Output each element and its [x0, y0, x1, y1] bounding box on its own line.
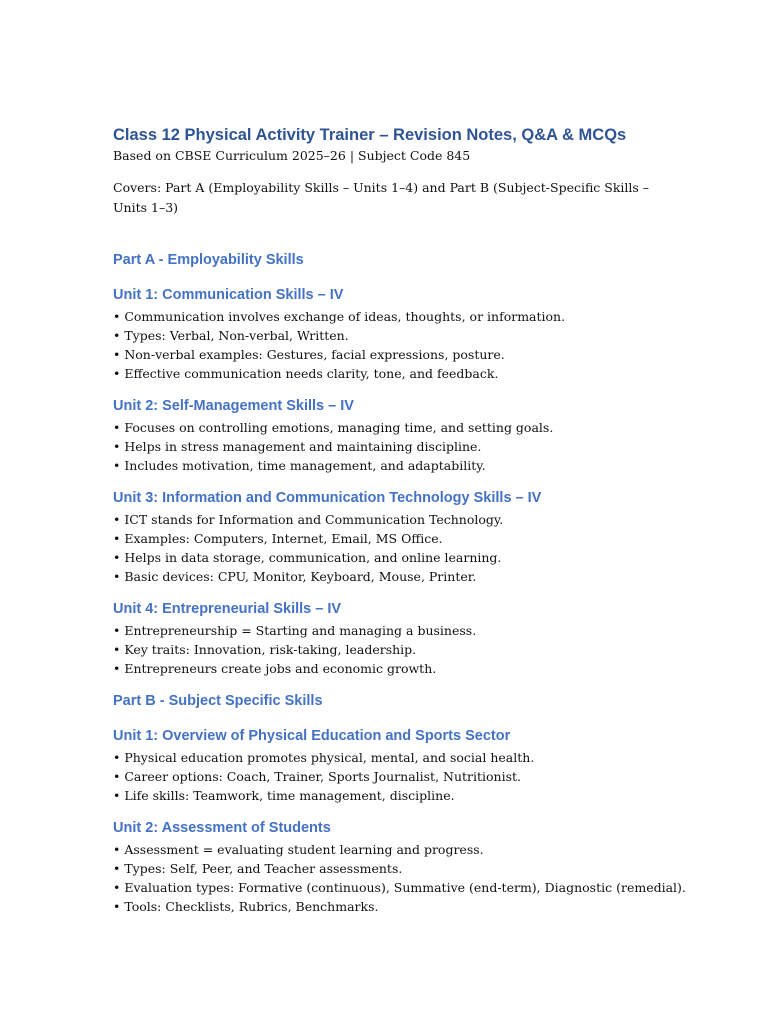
list-item: • Entrepreneurs create jobs and economic growth.: [113, 661, 437, 676]
list-item: • Communication involves exchange of ideas, thoughts, or information.: [113, 309, 566, 324]
unit-heading: Unit 1: Communication Skills – IV: [113, 287, 344, 303]
list-item: • Examples: Computers, Internet, Email, MS Office.: [113, 531, 443, 546]
list-item: • Assessment = evaluating student learning and progress.: [113, 842, 484, 857]
part-a-unit-3: [113, 488, 658, 586]
unit-heading: Unit 2: Assessment of Students: [113, 820, 331, 836]
part-b-heading: Part B - Subject Specific Skills: [113, 693, 323, 709]
part-a-unit-1: [113, 285, 658, 383]
part-b-unit-2: [113, 818, 686, 916]
list-item: • Basic devices: CPU, Monitor, Keyboard, Mouse, Printer.: [113, 569, 477, 584]
list-item: • Helps in stress management and maintaining discipline.: [113, 439, 482, 454]
list-item: • Life skills: Teamwork, time management, discipline.: [113, 788, 455, 803]
bullet-list: [113, 510, 658, 586]
part-a-heading: Part A - Employability Skills: [113, 252, 304, 268]
list-item: • Effective communication needs clarity, tone, and feedback.: [113, 366, 499, 381]
bullet-list: [113, 418, 658, 475]
list-item: • Tools: Checklists, Rubrics, Benchmarks.: [113, 899, 379, 914]
unit-heading: Unit 4: Entrepreneurial Skills – IV: [113, 601, 342, 617]
document-title: Class 12 Physical Activity Trainer – Revision Notes, Q&A & MCQs: [113, 126, 627, 144]
list-item: • ICT stands for Information and Communication Technology.: [113, 512, 504, 527]
covers-paragraph: Covers: Part A (Employability Skills – Units 1–4) and Part B (Subject-Specific Skills – Units 1–3): [113, 180, 650, 215]
unit-heading: Unit 3: Information and Communication Technology Skills – IV: [113, 490, 542, 506]
list-item: • Includes motivation, time management, and adaptability.: [113, 458, 486, 473]
document-page: [113, 124, 686, 916]
list-item: • Focuses on controlling emotions, managing time, and setting goals.: [113, 420, 554, 435]
bullet-list: [113, 840, 686, 916]
part-b-unit-1: [113, 726, 658, 805]
list-item: • Physical education promotes physical, mental, and social health.: [113, 750, 535, 765]
part-a-unit-4: [113, 599, 658, 678]
bullet-list: [113, 621, 658, 678]
list-item: • Key traits: Innovation, risk-taking, leadership.: [113, 642, 417, 657]
unit-heading: Unit 2: Self-Management Skills – IV: [113, 398, 354, 414]
unit-heading: Unit 1: Overview of Physical Education and Sports Sector: [113, 728, 511, 744]
document-subtitle: Based on CBSE Curriculum 2025–26 | Subject Code 845: [113, 148, 471, 163]
list-item: • Career options: Coach, Trainer, Sports Journalist, Nutritionist.: [113, 769, 522, 784]
list-item: • Non-verbal examples: Gestures, facial expressions, posture.: [113, 347, 505, 362]
list-item: • Types: Self, Peer, and Teacher assessments.: [113, 861, 403, 876]
list-item: • Helps in data storage, communication, and online learning.: [113, 550, 502, 565]
bullet-list: [113, 748, 658, 805]
part-a-unit-2: [113, 396, 658, 475]
list-item: • Entrepreneurship = Starting and managing a business.: [113, 623, 477, 638]
list-item: • Types: Verbal, Non-verbal, Written.: [113, 328, 349, 343]
bullet-list: [113, 307, 658, 383]
list-item: • Evaluation types: Formative (continuous), Summative (end-term), Diagnostic (remedial).: [113, 880, 686, 895]
